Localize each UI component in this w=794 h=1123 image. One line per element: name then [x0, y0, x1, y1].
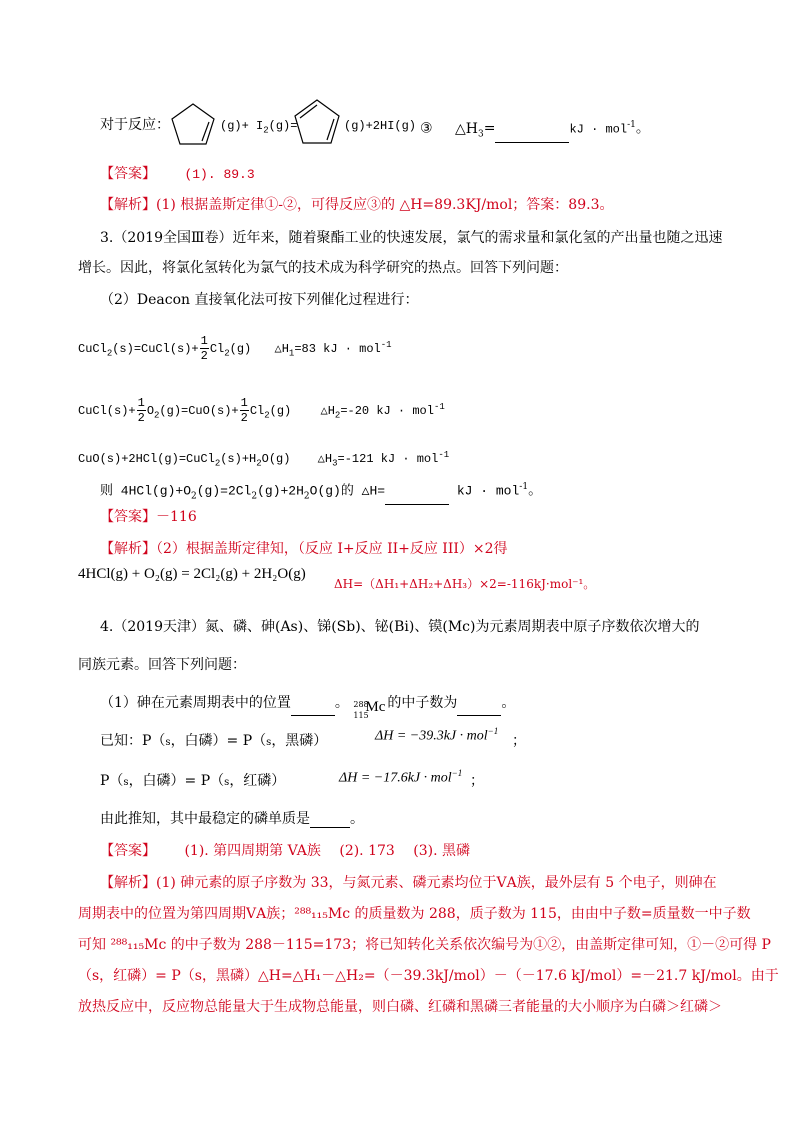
- answer-label: 【答案】: [100, 166, 156, 182]
- i2-sub: 2: [263, 125, 269, 136]
- r2-den1: 2: [137, 411, 145, 426]
- answer-text: (1). 第四周期第 VA族 (2). 173 (3). 黑磷: [184, 843, 470, 859]
- r1-sup: -1: [380, 340, 392, 350]
- end-mark: 。: [635, 120, 650, 137]
- position-blank[interactable]: [291, 715, 335, 716]
- r3-val: =-121 kJ · mol: [337, 452, 439, 466]
- circle-3: ③: [420, 120, 433, 137]
- ask-s1: 2: [191, 491, 197, 502]
- r1-s1: 2: [106, 348, 113, 359]
- k1-mid: ，白磷）= P（: [170, 733, 267, 749]
- explanation-2: [100, 540, 508, 558]
- neutron-blank[interactable]: [457, 715, 501, 716]
- r2-o: O: [146, 404, 155, 418]
- q4-known-1: [100, 732, 327, 752]
- unit: kJ · mol: [569, 122, 628, 137]
- explanation-3-line-1: [100, 874, 717, 892]
- cyclopentadiene-structure: [291, 96, 343, 148]
- ask-s2: 2: [251, 491, 258, 502]
- k2-pre: P（: [100, 773, 124, 789]
- dh1-sup: −1: [487, 726, 499, 736]
- ask-s3: 2: [303, 491, 310, 502]
- r1-cl: Cl: [209, 342, 225, 356]
- r2-mid: (g)=CuO(s)+: [159, 404, 239, 418]
- r2-s2: 2: [264, 410, 270, 421]
- dh2: ΔH = −17.6kJ · mol: [339, 770, 452, 786]
- answer-text: (1). 89.3: [184, 167, 255, 182]
- r1-mid: (s)=CuCl(s)+: [112, 342, 199, 356]
- sub-q-end: 。: [501, 695, 516, 711]
- k2-s: s: [123, 777, 129, 788]
- r1-dh: △H: [274, 342, 289, 356]
- cyclopentene-structure: [168, 100, 218, 148]
- r2-val: =-20 kJ · mol: [340, 404, 434, 418]
- r3-dh-sub: 3: [332, 458, 338, 469]
- q4-semi-2: ；: [470, 773, 484, 789]
- explanation-label: 【解析】: [100, 875, 156, 891]
- dh-eq: =: [483, 120, 496, 137]
- explanation-3-line-5: 放热反应中，反应物总能量大于生成物总能量，则白磷、红磷和黑磷三者能量的大小顺序为白磷＞红磷＞: [78, 999, 722, 1015]
- q4-dh-1: [375, 722, 498, 746]
- r2-dh-sub: 2: [334, 410, 341, 421]
- sub-q-post: 的中子数为: [387, 695, 458, 711]
- r1-dh-sub: 1: [288, 348, 295, 359]
- dh2-sup: −1: [451, 768, 463, 778]
- dh-symbol: △H: [455, 120, 478, 137]
- sub-q-pre: （1）砷在元素周期表中的位置: [100, 695, 291, 711]
- q4-dh-2: [339, 764, 462, 788]
- answer-2: [100, 508, 197, 526]
- explanation-2-dh: ΔH=（ΔH₁+ΔH₂+ΔH₃）×2=-116kJ·mol⁻¹。: [334, 577, 596, 591]
- infer-text: 由此推知，其中最稳定的磷单质是: [100, 811, 310, 827]
- answer-label: 【答案】: [100, 509, 156, 525]
- r2-fraction-2: [240, 396, 249, 425]
- r1-s2: 2: [224, 348, 230, 359]
- r2-sup: -1: [433, 402, 445, 412]
- r3-s2: 2: [256, 458, 262, 469]
- iso-sym: Mc: [365, 699, 386, 715]
- r2-num2: 1: [240, 396, 248, 411]
- answer-3: [100, 842, 470, 860]
- q4-infer: [100, 810, 364, 828]
- r3-dh: △H: [317, 452, 333, 466]
- r2-fraction-1: [137, 396, 146, 425]
- q4-known-2: [100, 772, 285, 792]
- k1-end: ，黑磷）: [271, 733, 328, 749]
- intro-prefix: 对于反应：: [100, 117, 170, 133]
- r2-left: CuCl(s)+: [78, 404, 136, 418]
- reaction-answer-blank-line: [420, 116, 650, 143]
- q4-line-1: 4.（2019天津）氮、磷、砷(As)、锑(Sb)、铋(Bi)、镆(Mc)为元素周期表中原子序数依次增大的: [100, 619, 700, 635]
- r1-fraction: [200, 334, 209, 363]
- iso-a: 288: [353, 700, 369, 709]
- ask-unit: kJ · mol: [449, 483, 520, 499]
- q3-line-2: 增长。因此，将氯化氢转化为氯气的技术成为科学研究的热点。回答下列问题：: [78, 260, 568, 276]
- ask-pre: 则 4HCl(g)+O: [100, 483, 192, 499]
- ask-b: (g)+2H: [257, 483, 304, 499]
- answer-blank[interactable]: [495, 142, 569, 143]
- reaction-terms-2: [344, 117, 416, 135]
- dh1: ΔH = −39.3kJ · mol: [375, 728, 488, 744]
- ask-c: O(g)的 △H=: [309, 483, 386, 499]
- r1-tail: (g): [229, 342, 252, 356]
- dh-sub: 3: [478, 129, 484, 140]
- q4-line-2: 同族元素。回答下列问题：: [78, 657, 246, 673]
- infer-end: 。: [350, 811, 364, 827]
- answer-text: －116: [156, 509, 197, 525]
- explanation-3-line-3: 可知 ²⁸⁸₁₁₅Mc 的中子数为 288－115=173；将已知转化关系依次编号为①②，由盖斯定律可知，①－②可得 P: [78, 937, 771, 953]
- infer-blank[interactable]: [310, 827, 350, 828]
- r2-dh: △H: [320, 404, 335, 418]
- equation-image: 4HCl(g) + O₂(g) = 2Cl₂(g) + 2H₂O(g): [78, 566, 306, 582]
- term-g3: (g)+2HI(g): [344, 119, 417, 133]
- k1-s: s: [165, 737, 171, 748]
- r2-s1: 2: [154, 410, 160, 421]
- q3-line-1: 3.（2019全国Ⅲ卷）近年来，随着聚酯工业的快速发展，氯气的需求量和氯化氢的产出量也随之迅速: [100, 230, 723, 246]
- r3-sup: -1: [438, 450, 450, 460]
- explanation-1: [100, 196, 613, 214]
- ask-a: (g)=2Cl: [196, 483, 252, 499]
- iso-z: 115: [353, 711, 369, 720]
- explanation-3-line-2: 周期表中的位置为第四周期ⅤA族；²⁸⁸₁₁₅Mc 的质量数为 288，质子数为 115，由由中子数=质量数一中子数: [78, 906, 751, 922]
- explanation-label: 【解析】: [100, 541, 156, 557]
- explanation-text-1: (1) 砷元素的原子序数为 33，与氮元素、磷元素均位于ⅤA族，最外层有 5 个电子，则砷在: [156, 875, 717, 891]
- r1-left: CuCl: [78, 342, 107, 356]
- r3-left: CuO(s)+2HCl(g)=CuCl: [78, 452, 215, 466]
- ask-blank[interactable]: [385, 504, 449, 505]
- k2-end: ，红磷）: [229, 773, 286, 789]
- k2-s2: s: [224, 777, 230, 788]
- q3-sub-question: （2）Deacon 直接氧化法可按下列催化过程进行：: [100, 292, 419, 308]
- k1-pre: 已知：P（: [100, 733, 166, 749]
- r1-val: =83 kJ · mol: [294, 342, 381, 356]
- explanation-text: （2）根据盖斯定律知，（反应 I+反应 II+反应 III）×2得: [156, 541, 508, 557]
- r1-den: 2: [200, 349, 208, 364]
- r2-num1: 1: [137, 396, 145, 411]
- explanation-3-line-4: （s，红磷）= P（s，黑磷）△H=△H₁－△H₂=（－39.3kJ/mol）－（－17.6 kJ/mol）=－21.7 kJ/mol。由于: [78, 968, 779, 984]
- sub-q-mid: 。: [334, 695, 349, 711]
- reaction-line-3: [100, 116, 170, 134]
- q4-semi-1: ；: [512, 733, 526, 749]
- k1-s2: s: [266, 737, 272, 748]
- unit-sup: -1: [627, 120, 636, 130]
- explanation-text: (1) 根据盖斯定律①-②，可得反应③的 △H=89.3KJ/mol；答案：89.3。: [156, 197, 614, 213]
- k2-mid: ，白磷）= P（: [128, 773, 225, 789]
- mc-isotope: [353, 692, 387, 720]
- r3-mid: (s)+H: [220, 452, 257, 466]
- explanation-label: 【解析】: [100, 197, 156, 213]
- q3-reaction-3: [78, 446, 449, 472]
- r2-tail: (g): [269, 404, 292, 418]
- r2-den2: 2: [240, 411, 248, 426]
- term-g1: (g)+ I: [220, 119, 264, 133]
- q4-sub-question: [100, 690, 516, 720]
- answer-label: 【答案】: [100, 843, 156, 859]
- q3-ask: [100, 478, 542, 505]
- r3-s1: 2: [214, 458, 221, 469]
- r1-num: 1: [200, 334, 208, 349]
- q3-reaction-1: [78, 330, 392, 368]
- r2-cl: Cl: [249, 404, 265, 418]
- reaction-terms-1: [220, 117, 297, 139]
- term-g2: (g)=: [268, 119, 298, 133]
- answer-1: [100, 165, 255, 184]
- q3-reaction-2: [78, 392, 445, 430]
- r3-tail: O(g): [261, 452, 291, 466]
- ask-sup: -1: [519, 482, 529, 492]
- ask-end: 。: [528, 482, 543, 499]
